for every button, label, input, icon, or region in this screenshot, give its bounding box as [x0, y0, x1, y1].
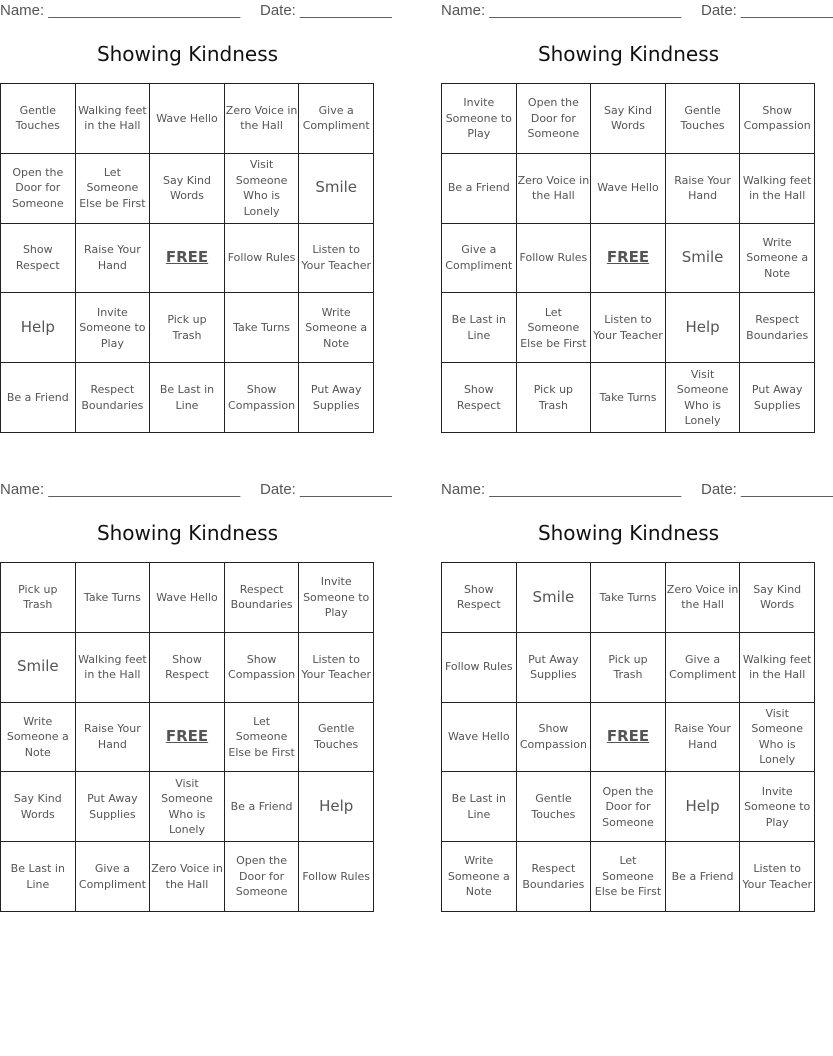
bingo-row: [1, 84, 374, 154]
bingo-cell: Visit Someone Who is Lonely: [150, 772, 225, 842]
bingo-cell: Show Compassion: [224, 632, 299, 702]
bingo-cell: Give a Compliment: [75, 842, 150, 912]
free-space-cell: FREE: [150, 702, 225, 772]
bingo-row: [442, 632, 815, 702]
bingo-cell: Show Respect: [442, 363, 517, 433]
bingo-row: [442, 702, 815, 772]
bingo-cell: Be Last in Line: [442, 772, 517, 842]
bingo-cell: Let Someone Else be First: [75, 153, 150, 223]
bingo-row: [442, 363, 815, 433]
bingo-cell: Say Kind Words: [1, 772, 76, 842]
bingo-cell: Respect Boundaries: [740, 293, 815, 363]
bingo-cell: Put Away Supplies: [740, 363, 815, 433]
bingo-row: [1, 842, 374, 912]
bingo-cell: Show Respect: [1, 223, 76, 293]
bingo-row: [1, 772, 374, 842]
bingo-cell: Visit Someone Who is Lonely: [740, 702, 815, 772]
bingo-cell: Take Turns: [75, 563, 150, 633]
bingo-row: [442, 842, 815, 912]
bingo-cell: Follow Rules: [516, 223, 591, 293]
name-label: Name: _______________________: [441, 481, 682, 498]
bingo-cell: Write Someone a Note: [442, 842, 517, 912]
bingo-cell: Smile: [516, 563, 591, 633]
bingo-cell: Show Compassion: [516, 702, 591, 772]
bingo-cell: Zero Voice in the Hall: [150, 842, 225, 912]
bingo-grid: [441, 83, 815, 433]
card-title: Showing Kindness: [96, 42, 279, 66]
bingo-cell: Pick up Trash: [150, 293, 225, 363]
bingo-cell: Let Someone Else be First: [224, 702, 299, 772]
bingo-grid: [0, 562, 374, 912]
bingo-cell: Put Away Supplies: [75, 772, 150, 842]
bingo-cell: Pick up Trash: [591, 632, 666, 702]
bingo-cell: Walking feet in the Hall: [740, 632, 815, 702]
bingo-cell: Show Respect: [442, 563, 517, 633]
bingo-cell: Say Kind Words: [591, 84, 666, 154]
bingo-row: [442, 84, 815, 154]
bingo-cell: Invite Someone to Play: [740, 772, 815, 842]
card-header: [441, 479, 833, 499]
bingo-cell: Respect Boundaries: [516, 842, 591, 912]
bingo-cell: Zero Voice in the Hall: [516, 153, 591, 223]
bingo-cell: Show Compassion: [224, 363, 299, 433]
bingo-row: [442, 153, 815, 223]
bingo-cell: Write Someone a Note: [299, 293, 374, 363]
bingo-row: [442, 293, 815, 363]
bingo-cell: Take Turns: [591, 563, 666, 633]
bingo-cell: Listen to Your Teacher: [740, 842, 815, 912]
bingo-row: [1, 293, 374, 363]
bingo-cell: Listen to Your Teacher: [299, 223, 374, 293]
name-label: Name: _______________________: [441, 2, 682, 19]
bingo-cell: Listen to Your Teacher: [591, 293, 666, 363]
bingo-cell: Gentle Touches: [1, 84, 76, 154]
bingo-cell: Show Compassion: [740, 84, 815, 154]
bingo-cell: Gentle Touches: [665, 84, 740, 154]
bingo-cell: Write Someone a Note: [740, 223, 815, 293]
bingo-cell: Invite Someone to Play: [75, 293, 150, 363]
bingo-cell: Put Away Supplies: [299, 363, 374, 433]
bingo-cell: Say Kind Words: [150, 153, 225, 223]
bingo-cell: Raise Your Hand: [75, 223, 150, 293]
bingo-cell: Listen to Your Teacher: [299, 632, 374, 702]
bingo-cell: Be a Friend: [1, 363, 76, 433]
bingo-cell: Be Last in Line: [150, 363, 225, 433]
bingo-cell: Help: [665, 772, 740, 842]
bingo-cell: Open the Door for Someone: [224, 842, 299, 912]
bingo-cell: Raise Your Hand: [665, 153, 740, 223]
bingo-cell: Be Last in Line: [442, 293, 517, 363]
bingo-cell: Show Respect: [150, 632, 225, 702]
bingo-cell: Walking feet in the Hall: [75, 84, 150, 154]
bingo-row: [1, 223, 374, 293]
bingo-cell: Respect Boundaries: [224, 563, 299, 633]
name-label: Name: _______________________: [0, 481, 241, 498]
free-space-cell: FREE: [591, 702, 666, 772]
bingo-cell: Wave Hello: [591, 153, 666, 223]
bingo-row: [1, 702, 374, 772]
card-title: Showing Kindness: [537, 42, 720, 66]
date-label: Date: ___________: [701, 481, 833, 498]
bingo-cell: Smile: [299, 153, 374, 223]
bingo-cell: Give a Compliment: [442, 223, 517, 293]
bingo-cell: Visit Someone Who is Lonely: [665, 363, 740, 433]
bingo-cell: Invite Someone to Play: [299, 563, 374, 633]
free-space-cell: FREE: [150, 223, 225, 293]
bingo-cell: Follow Rules: [224, 223, 299, 293]
bingo-cell: Pick up Trash: [1, 563, 76, 633]
bingo-cell: Respect Boundaries: [75, 363, 150, 433]
bingo-row: [1, 363, 374, 433]
bingo-cell: Wave Hello: [150, 84, 225, 154]
bingo-cell: Zero Voice in the Hall: [665, 563, 740, 633]
bingo-cell: Visit Someone Who is Lonely: [224, 153, 299, 223]
bingo-cell: Let Someone Else be First: [516, 293, 591, 363]
bingo-cell: Take Turns: [591, 363, 666, 433]
bingo-cell: Walking feet in the Hall: [740, 153, 815, 223]
bingo-cell: Be Last in Line: [1, 842, 76, 912]
card-title: Showing Kindness: [96, 521, 279, 545]
bingo-cell: Put Away Supplies: [516, 632, 591, 702]
bingo-cell: Open the Door for Someone: [516, 84, 591, 154]
bingo-cell: Be a Friend: [665, 842, 740, 912]
bingo-row: [442, 223, 815, 293]
bingo-cell: Give a Compliment: [665, 632, 740, 702]
bingo-cell: Give a Compliment: [299, 84, 374, 154]
bingo-cell: Smile: [1, 632, 76, 702]
bingo-cell: Pick up Trash: [516, 363, 591, 433]
card-title: Showing Kindness: [537, 521, 720, 545]
bingo-cell: Help: [299, 772, 374, 842]
bingo-cell: Open the Door for Someone: [1, 153, 76, 223]
bingo-cell: Gentle Touches: [299, 702, 374, 772]
bingo-grid: [441, 562, 815, 912]
bingo-cell: Help: [1, 293, 76, 363]
bingo-cell: Follow Rules: [442, 632, 517, 702]
card-header: [0, 0, 392, 20]
bingo-cell: Walking feet in the Hall: [75, 632, 150, 702]
bingo-grid: [0, 83, 374, 433]
bingo-row: [1, 632, 374, 702]
name-label: Name: _______________________: [0, 2, 241, 19]
bingo-cell: Take Turns: [224, 293, 299, 363]
bingo-cell: Gentle Touches: [516, 772, 591, 842]
bingo-row: [442, 563, 815, 633]
bingo-cell: Say Kind Words: [740, 563, 815, 633]
bingo-cell: Follow Rules: [299, 842, 374, 912]
bingo-cell: Smile: [665, 223, 740, 293]
card-header: [441, 0, 833, 20]
bingo-cell: Help: [665, 293, 740, 363]
date-label: Date: ___________: [701, 2, 833, 19]
bingo-cell: Write Someone a Note: [1, 702, 76, 772]
bingo-cell: Open the Door for Someone: [591, 772, 666, 842]
bingo-cell: Wave Hello: [150, 563, 225, 633]
bingo-cell: Raise Your Hand: [665, 702, 740, 772]
bingo-row: [442, 772, 815, 842]
bingo-cell: Raise Your Hand: [75, 702, 150, 772]
bingo-row: [1, 563, 374, 633]
card-header: [0, 479, 392, 499]
date-label: Date: ___________: [260, 2, 392, 19]
bingo-cell: Invite Someone to Play: [442, 84, 517, 154]
bingo-cell: Be a Friend: [442, 153, 517, 223]
bingo-cell: Be a Friend: [224, 772, 299, 842]
free-space-cell: FREE: [591, 223, 666, 293]
bingo-cell: Wave Hello: [442, 702, 517, 772]
date-label: Date: ___________: [260, 481, 392, 498]
bingo-cell: Let Someone Else be First: [591, 842, 666, 912]
bingo-row: [1, 153, 374, 223]
bingo-cell: Zero Voice in the Hall: [224, 84, 299, 154]
